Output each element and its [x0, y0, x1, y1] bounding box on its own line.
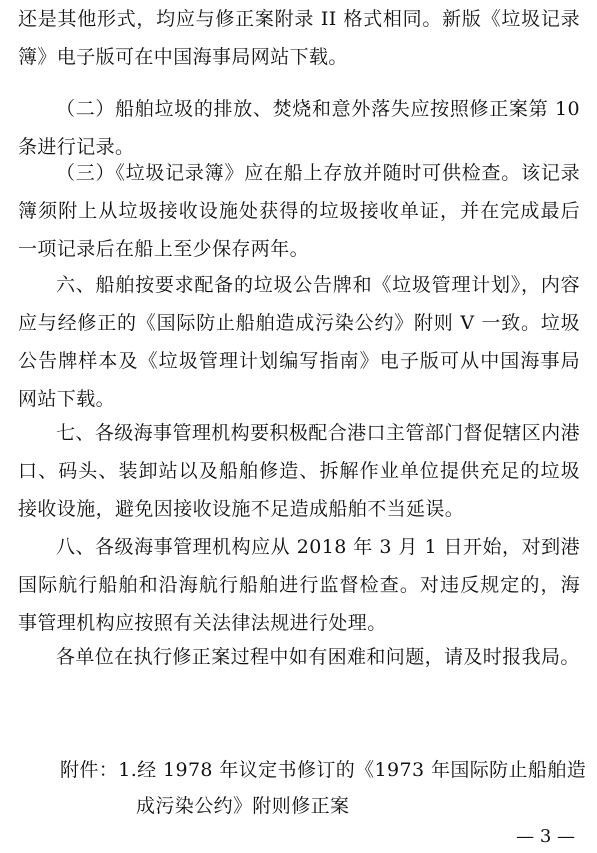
paragraph-section-6: 六、船舶按要求配备的垃圾公告牌和《垃圾管理计划》，内容应与经修正的《国际防止船舶造成污染公约》附则 V 一致。垃圾公告牌样本及《垃圾管理计划编写指南》电子版可从中国海事局网站下载。: [18, 274, 580, 410]
attachment-line-2: 成污染公约》附则修正案: [136, 795, 350, 817]
paragraph-section-7: 七、各级海事管理机构要积极配合港口主管部门督促辖区内港口、码头、装卸站以及船舶修造、拆解作业单位提供充足的垃圾接收设施，避免因接收设施不足造成船舶不当延误。: [18, 422, 580, 520]
paragraph-continuation: 还是其他形式，均应与修正案附录 II 格式相同。新版《垃圾记录簿》电子版可在中国海事局网站下载。: [18, 8, 580, 68]
paragraph-item-2: （二）船舶垃圾的排放、焚烧和意外落失应按照修正案第 10 条进行记录。: [18, 98, 580, 158]
paragraph-section-8: 八、各级海事管理机构应从 2018 年 3 月 1 日开始，对到港国际航行船舶和沿海航行船舶进行监督检查。对违反规定的，海事管理机构应按照有关法律法规进行处理。: [18, 536, 580, 634]
attachment-line-1: 附件：1.经 1978 年议定书修订的《1973 年国际防止船舶造: [60, 759, 587, 781]
page-number: — 3 —: [516, 826, 575, 847]
paragraph-closing: 各单位在执行修正案过程中如有困难和问题，请及时报我局。: [56, 646, 580, 668]
paragraph-item-3: （三）《垃圾记录簿》应在船上存放并随时可供检查。该记录簿须附上从垃圾接收设施处获得的垃圾接收单证，并在完成最后一项记录后在船上至少保存两年。: [18, 162, 580, 260]
